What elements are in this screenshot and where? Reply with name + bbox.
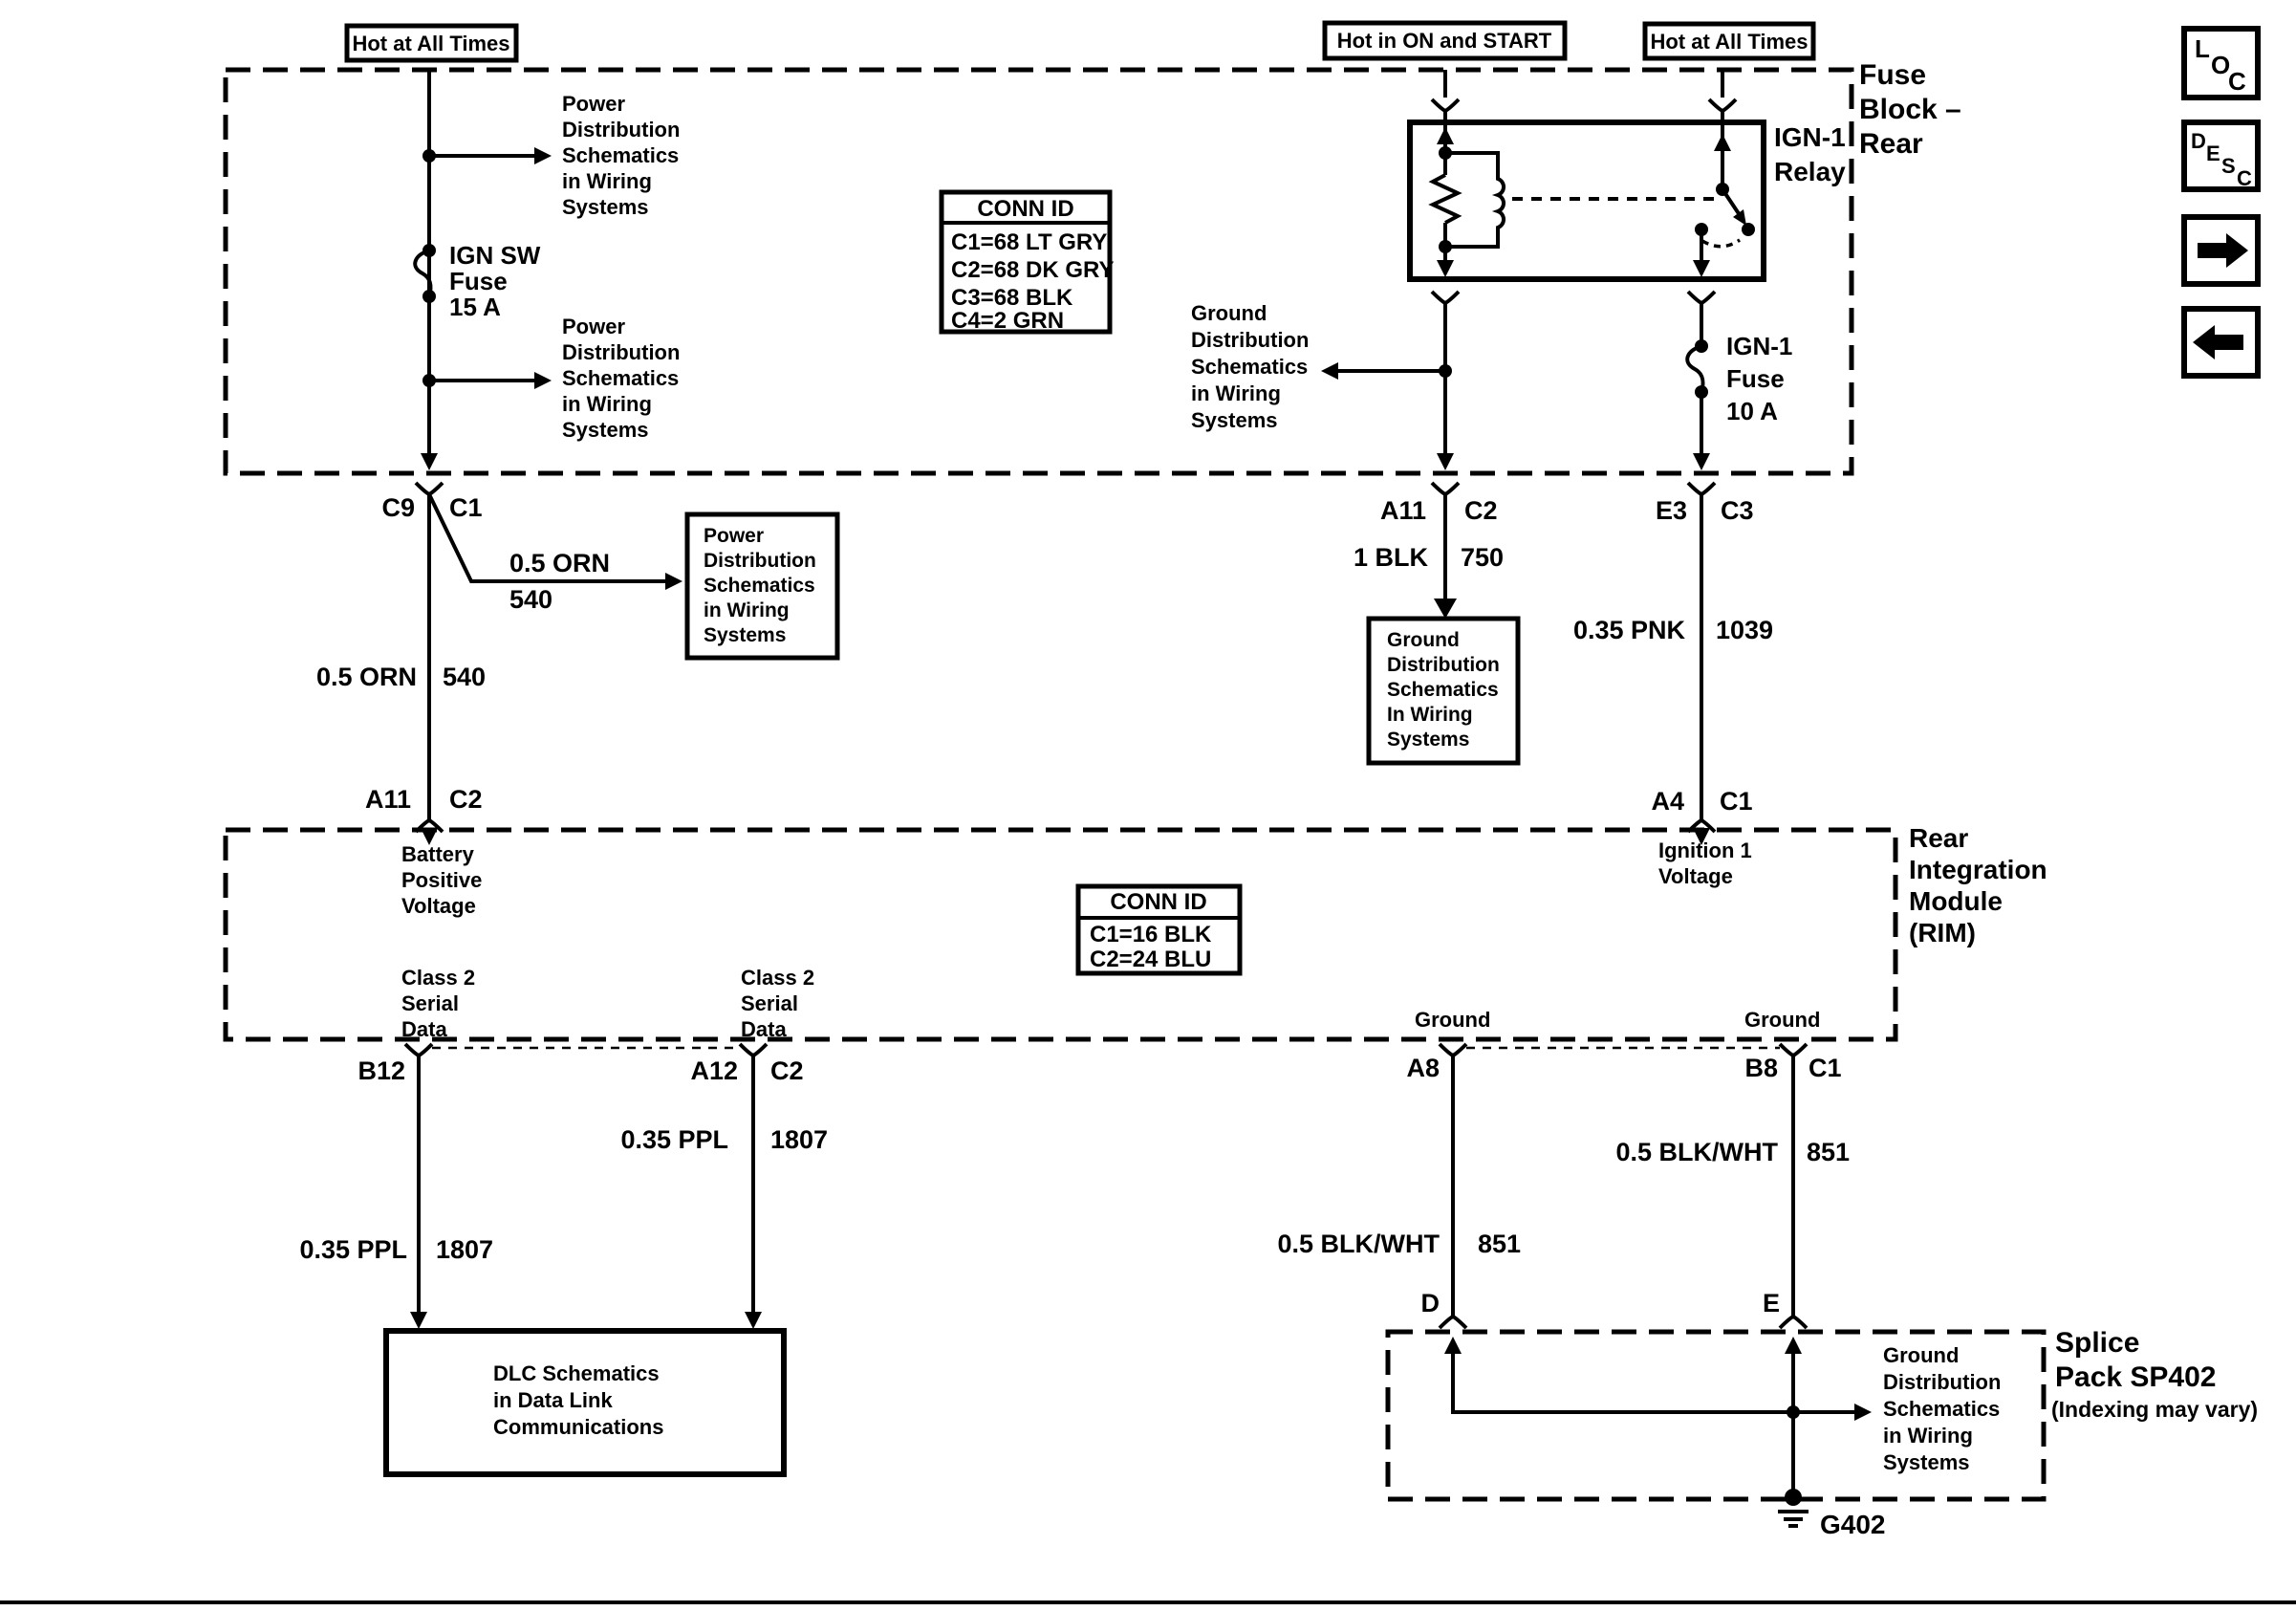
conn-id-row: C2=24 BLU: [1090, 947, 1212, 972]
pin-d: D: [1420, 1289, 1440, 1317]
feed-label: Hot at All Times: [1650, 30, 1809, 54]
svg-text:Ignition 1: Ignition 1: [1658, 838, 1752, 862]
svg-text:in Wiring: in Wiring: [562, 392, 652, 416]
wire-gauge: 0.5 ORN: [509, 549, 611, 577]
feed-box-hot-at-all-times-2: [1645, 24, 1813, 58]
conn-id-header: CONN ID: [1110, 889, 1207, 915]
desc-button[interactable]: [2184, 122, 2258, 190]
connector-e3-c3: [1688, 483, 1715, 494]
svg-text:IGN-1: IGN-1: [1774, 122, 1846, 152]
splice-pack-title: [2051, 1327, 2258, 1422]
svg-text:Serial: Serial: [741, 991, 798, 1015]
ground-id-label: G402: [1820, 1510, 1886, 1539]
svg-text:Splice: Splice: [2055, 1327, 2140, 1359]
desc-letter: E: [2206, 142, 2220, 165]
svg-text:Class 2: Class 2: [401, 966, 476, 990]
svg-text:Schematics: Schematics: [1191, 355, 1309, 379]
relay-switch-arm: [1722, 189, 1740, 215]
wire-circuit: 1039: [1716, 616, 1774, 644]
svg-text:Distribution: Distribution: [1387, 654, 1500, 676]
svg-text:Positive: Positive: [401, 868, 483, 892]
wire-blkwht-851-right: [1615, 1056, 1850, 1328]
wire-ign1-fuse-output: [1687, 292, 1715, 494]
pin-a11: A11: [1379, 496, 1426, 525]
svg-text:Systems: Systems: [562, 195, 649, 219]
svg-text:Rear: Rear: [1909, 823, 1969, 853]
svg-text:in Data Link: in Data Link: [493, 1388, 613, 1412]
svg-text:Power: Power: [704, 525, 765, 547]
connector-a11-c2: [1432, 483, 1459, 494]
wire-circuit: 540: [443, 663, 487, 691]
pin-a4: A4: [1651, 787, 1684, 816]
wire-circuit: 1807: [770, 1125, 829, 1154]
svg-text:Pack SP402: Pack SP402: [2055, 1361, 2217, 1393]
pin-b8: B8: [1744, 1054, 1778, 1082]
feed-box-hot-in-on-and-start: [1325, 23, 1565, 58]
wire-blkwht-851-left: [1277, 1056, 1521, 1328]
ign1-fuse-label: [1726, 332, 1792, 425]
ign-sw-fuse-label: [449, 241, 541, 321]
loc-letter: C: [2228, 67, 2246, 96]
pin-c1: C1: [449, 493, 483, 522]
wire-circuit: 851: [1478, 1230, 1522, 1258]
next-page-button[interactable]: [2184, 217, 2258, 284]
svg-text:15 A: 15 A: [449, 293, 501, 321]
wire-circuit: 851: [1807, 1138, 1851, 1166]
ign1-relay: [1410, 70, 1764, 279]
conn-id-row: C1=68 LT GRY: [951, 229, 1108, 255]
svg-text:Schematics: Schematics: [1883, 1397, 2001, 1421]
relay-resistor: [1433, 175, 1458, 223]
svg-text:Systems: Systems: [1191, 408, 1278, 432]
pin-a12: A12: [690, 1056, 738, 1085]
ground-dist-note-splice: [1883, 1343, 2001, 1474]
conn-id-row: C1=16 BLK: [1090, 922, 1212, 947]
pin-c2: C2: [770, 1056, 804, 1085]
svg-text:Voltage: Voltage: [1658, 864, 1733, 888]
pin-e: E: [1762, 1289, 1780, 1317]
wire-circuit: 750: [1461, 543, 1505, 572]
svg-text:Serial: Serial: [401, 991, 459, 1015]
connector-a8: [1440, 1044, 1466, 1056]
svg-text:in Wiring: in Wiring: [1191, 381, 1281, 405]
desc-letter: C: [2237, 166, 2252, 190]
page-bottom-rule: [0, 1600, 2296, 1604]
svg-text:DLC Schematics: DLC Schematics: [493, 1361, 660, 1385]
conn-id-table-fuse-block: [942, 192, 1115, 334]
svg-text:Battery: Battery: [401, 842, 474, 866]
connector-b12: [405, 1044, 432, 1056]
svg-text:Schematics: Schematics: [704, 575, 815, 597]
wire-ppl-1807-left: [299, 1056, 493, 1329]
connector-relay-bottom-left: [1432, 292, 1459, 303]
rim-class2-label-left: [401, 966, 475, 1041]
pin-e3: E3: [1655, 496, 1687, 525]
svg-text:Integration: Integration: [1909, 855, 2047, 884]
desc-letter: S: [2221, 154, 2236, 178]
wire-gauge: 0.5 BLK/WHT: [1615, 1138, 1778, 1166]
connector-relay-switch-top: [1709, 99, 1736, 111]
svg-text:Ground: Ground: [1191, 301, 1267, 325]
connector-e: [1780, 1317, 1807, 1328]
left-arrow-icon: [2193, 325, 2243, 359]
svg-text:Distribution: Distribution: [1883, 1370, 2002, 1394]
svg-text:in Wiring: in Wiring: [562, 169, 652, 193]
pin-c2: C2: [449, 785, 483, 814]
svg-text:IGN SW: IGN SW: [449, 241, 541, 270]
rim-battery-label: [401, 842, 482, 918]
connector-relay-coil-top: [1432, 99, 1459, 111]
svg-text:Schematics: Schematics: [562, 143, 680, 167]
svg-text:Relay: Relay: [1774, 157, 1846, 186]
svg-text:Systems: Systems: [1883, 1450, 1970, 1474]
svg-text:in Wiring: in Wiring: [1883, 1424, 1973, 1448]
feed-box-hot-at-all-times-1: [347, 26, 516, 60]
conn-id-header: CONN ID: [977, 196, 1074, 222]
pin-c1: C1: [1720, 787, 1753, 816]
wire-ppl-1807-right: [620, 1056, 828, 1329]
svg-text:Block –: Block –: [1859, 94, 1961, 125]
ground-dist-note-fuse-block: [1191, 301, 1309, 432]
relay-coil: [1445, 153, 1504, 247]
svg-text:Data: Data: [401, 1017, 447, 1041]
connector-c9-c1: [416, 483, 443, 494]
svg-text:Fuse: Fuse: [1859, 59, 1927, 91]
svg-text:Systems: Systems: [1387, 729, 1470, 751]
pin-c1: C1: [1809, 1054, 1842, 1082]
connector-a12-c2: [740, 1044, 767, 1056]
svg-text:IGN-1: IGN-1: [1726, 332, 1793, 360]
svg-text:Rear: Rear: [1859, 128, 1923, 160]
rim-class2-label-right: [741, 966, 814, 1041]
loc-button[interactable]: [2184, 29, 2258, 98]
power-dist-note-1: [562, 92, 680, 219]
svg-text:Power: Power: [562, 315, 626, 338]
loc-letter: O: [2211, 51, 2231, 79]
svg-text:in Wiring: in Wiring: [704, 599, 790, 621]
ground-dist-box: [1369, 619, 1518, 763]
ign1-relay-label: [1774, 122, 1846, 186]
svg-text:Systems: Systems: [704, 624, 787, 646]
svg-text:Power: Power: [562, 92, 626, 116]
conn-id-row: C2=68 DK GRY: [951, 257, 1115, 283]
svg-text:Distribution: Distribution: [704, 550, 816, 572]
svg-text:Schematics: Schematics: [1387, 679, 1499, 701]
svg-text:10 A: 10 A: [1726, 397, 1778, 425]
wire-gauge: 0.35 PPL: [620, 1125, 728, 1154]
dlc-box: [386, 1331, 784, 1474]
wire-gauge: 0.35 PPL: [299, 1235, 407, 1264]
svg-text:Distribution: Distribution: [562, 118, 681, 142]
pin-b12: B12: [357, 1056, 405, 1085]
pin-a8: A8: [1406, 1054, 1440, 1082]
feed-label: Hot in ON and START: [1336, 29, 1552, 53]
pin-a11: A11: [364, 785, 411, 814]
conn-id-row: C4=2 GRN: [951, 308, 1065, 334]
rim-title: [1909, 823, 2047, 947]
svg-text:(RIM): (RIM): [1909, 918, 1976, 947]
power-dist-box: [687, 514, 837, 658]
ground-symbol: [1778, 1512, 1809, 1526]
fuse-block-title: [1859, 59, 1961, 160]
connector-d: [1440, 1317, 1466, 1328]
conn-id-row: C3=68 BLK: [951, 285, 1073, 311]
ground-point-g402: [1785, 1489, 1802, 1506]
svg-text:Ground: Ground: [1387, 629, 1460, 651]
svg-text:Data: Data: [741, 1017, 787, 1041]
svg-text:Communications: Communications: [493, 1415, 664, 1439]
ign1-fuse-symbol: [1687, 346, 1702, 392]
connector-b8-c1: [1780, 1044, 1807, 1056]
desc-letter: D: [2191, 129, 2206, 153]
right-arrow-icon: [2198, 233, 2248, 268]
conn-id-table-rim: [1078, 886, 1240, 973]
wire-circuit: 1807: [436, 1235, 494, 1264]
wire-gauge: 0.5 BLK/WHT: [1277, 1230, 1440, 1258]
connector-relay-bottom-right: [1688, 292, 1715, 303]
svg-text:Ground: Ground: [1883, 1343, 1960, 1367]
svg-text:Voltage: Voltage: [401, 894, 476, 918]
wire-relay-output-blk: [1321, 292, 1459, 494]
feed-label: Hot at All Times: [352, 32, 510, 55]
wire-gauge: 0.35 PNK: [1572, 616, 1685, 644]
prev-page-button[interactable]: [2184, 309, 2258, 376]
svg-text:Schematics: Schematics: [562, 366, 680, 390]
wire-gauge: 1 BLK: [1353, 543, 1428, 572]
svg-text:Distribution: Distribution: [562, 340, 681, 364]
pin-c2: C2: [1464, 496, 1498, 525]
svg-text:(Indexing may vary): (Indexing may vary): [2051, 1397, 2259, 1422]
rim-ground-label-right: Ground: [1744, 1008, 1821, 1032]
wire-circuit: 540: [509, 585, 553, 614]
svg-text:Module: Module: [1909, 886, 2003, 916]
rim-ground-label-left: Ground: [1415, 1008, 1491, 1032]
pin-c3: C3: [1721, 496, 1754, 525]
power-dist-note-2: [562, 315, 680, 442]
svg-text:Distribution: Distribution: [1191, 328, 1310, 352]
wire-gauge: 0.5 ORN: [315, 663, 417, 691]
rim-ignition-label: [1658, 838, 1752, 888]
svg-text:In Wiring: In Wiring: [1387, 704, 1473, 726]
svg-text:Systems: Systems: [562, 418, 649, 442]
loc-letter: L: [2195, 34, 2210, 63]
svg-text:Fuse: Fuse: [449, 267, 508, 295]
pin-c9: C9: [381, 493, 415, 522]
svg-text:Fuse: Fuse: [1726, 364, 1785, 393]
rim-outline: [226, 830, 1895, 1039]
svg-text:Class 2: Class 2: [741, 966, 815, 990]
